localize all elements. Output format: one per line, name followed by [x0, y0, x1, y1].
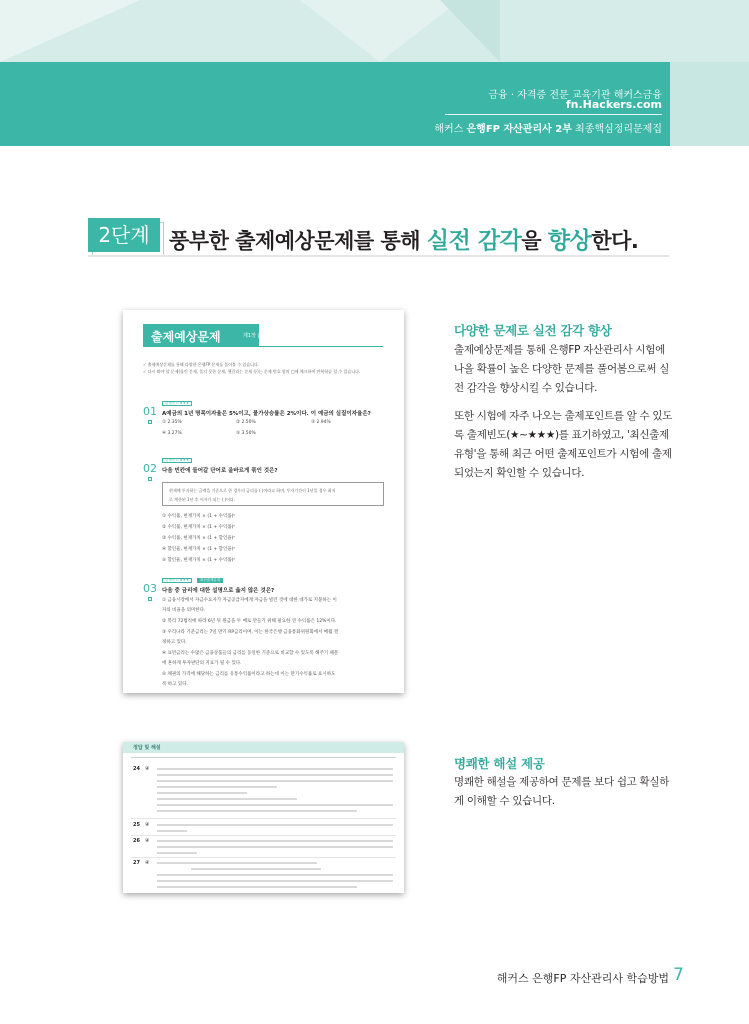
header-book-title: 해커스 은행FP 자산관리사 2부 최종핵심정리문제집 [434, 124, 662, 135]
section-body-explanation: 명쾌한 해설을 제공하여 문제를 보다 쉽고 확실하 게 이해할 수 있습니다. [454, 776, 670, 807]
stage-badge: 2단계 [88, 218, 160, 252]
option: ② 2.50% [236, 420, 256, 425]
section-body-practice-1: 출제예상문제를 통해 은행FP 자산관리사 시험에 나올 확률이 높은 다양한 문제를 풀어봄으로써 실 전 감각을 향상시킬 수 있습니다. [454, 344, 670, 394]
question-text: A예금의 1년 명목이자율은 5%이고, 물가상승률은 2%이다. 이 예금의 실질이자율은? [162, 411, 371, 417]
answer-explanation-preview: 정답 및 해설 24 ④ 25 ④ 26 ④ 27 ④ [123, 742, 404, 893]
review-checkbox[interactable] [148, 597, 152, 601]
title-underline [88, 255, 669, 257]
option: ③ 우리나라 기준금리는 7일 만기 RP금리이며, 이는 한국은행 금융통화위원회에서 매월 결 [162, 630, 339, 635]
option: 에 흔하게 투자판단의 지표가 될 수 있다. [162, 661, 242, 666]
option: 정하고 있다. [162, 640, 187, 645]
option: ① 2.35% [162, 420, 182, 425]
option: ④ 표면금리는 수많은 금융상품들의 금리를 동일한 기준으로 비교할 수 있도록 해주기 때문 [162, 651, 339, 656]
section-title-explanation: 명쾌한 해설 제공 [454, 756, 545, 771]
fill-in-box: 현재에 투자하는 금액을 기준으로 한 경우의 금리를 ( )이라고 하며, 투자기간이 1년일 경우 최저 로 계산된 1년 후 이자가 되는 ( )이다. [162, 482, 384, 506]
option: 자의 비율을 의미한다. [162, 608, 206, 613]
option: ⑤ 3.50% [236, 431, 256, 436]
option: ⑤ 채권의 가격에 해당하는 금리를 유통수익률이라고 하는데 이는 만기수익률로 표시하도 [162, 672, 336, 677]
frequency-badge: 출제빈도 ★★★ [162, 578, 192, 583]
option: ⑤ 할인율, 현재가치 × (1 + 수익률)ⁿ [162, 558, 236, 563]
header-band-edge [670, 62, 749, 146]
header-tagline: 금융 · 자격증 전문 교육기관 해커스금융 [488, 90, 662, 101]
header-decor [0, 0, 749, 62]
preview-note: ✓ 출제예상문제를 통해 다양한 은행FP 문제를 풀어볼 수 있습니다. [143, 362, 260, 367]
option: ② 수익률, 현재가치 × (1 + 수익률)ⁿ [162, 525, 236, 530]
question-number: 02 [143, 462, 157, 475]
frequency-badge: 출제빈도 ★★★ [162, 401, 192, 406]
option: ③ 2.94% [311, 420, 331, 425]
review-checkbox[interactable] [148, 420, 152, 424]
question-number: 01 [143, 405, 157, 418]
section-title-practice: 다양한 문제로 실전 감각 향상 [454, 323, 612, 338]
option: ① 금융시장에서 자금수요자가 자금공급자에게 자금을 빌린 것에 대한 대가로 지불하는 이 [162, 598, 337, 603]
section-body-practice-2: 또한 시험에 자주 나오는 출제포인트를 알 수 있도 록 출제빈도(★~★★★)를 표기하였고, '최신출제 유형'을 통해 최근 어떤 출제포인트가 시험에 출제 되었는지 확인할 수 있습니다. [454, 410, 673, 479]
footer-text: 해커스 은행FP 자산관리사 학습방법 [496, 972, 669, 985]
page-title: 풍부한 출제예상문제를 통해 실전 감각을 향상한다. [169, 228, 639, 254]
practice-questions-preview [123, 310, 404, 693]
header-divider [445, 114, 662, 115]
latest-type-badge: 최신출제유형 [197, 578, 223, 583]
question-text: 다음 중 금리에 대한 설명으로 옳지 않은 것은? [162, 588, 275, 594]
answer-header: 정답 및 해설 [123, 742, 404, 753]
option: ③ 수익률, 현재가치 × (1 + 할인율)ⁿ [162, 536, 236, 541]
question-number: 03 [143, 582, 157, 595]
question-text: 다음 빈칸에 들어갈 단어로 올바르게 묶인 것은? [162, 468, 278, 474]
review-checkbox[interactable] [148, 477, 152, 481]
preview-heading: 출제예상문제 제1장 | 제2부 [143, 324, 259, 346]
option: 록 하고 있다. [162, 682, 189, 687]
header-url[interactable]: fn.Hackers.com [565, 98, 662, 111]
option: ④ 할인율, 현재가치 × (1 + 할인율)ⁿ [162, 547, 236, 552]
page-number: 7 [673, 965, 684, 985]
preview-note: ✓ 다시 봐야 할 문제(틀린 문제, 풀지 못한 문제, 헷갈리는 문제 등)는 문제 번호 옆의 □에 체크하여 반복학습 할 수 있습니다. [143, 369, 361, 374]
option: ② 복리 72법칙에 따라 6년 뒤 원금을 두 배로 만들기 위해 필요한 연 수익률은 12%이다. [162, 619, 337, 624]
frequency-badge: 출제빈도 ★★★ [162, 458, 192, 463]
option: ④ 3.27% [162, 431, 182, 436]
option: ① 수익률, 현재가치 × (1 + 수익률)ⁿ [162, 514, 236, 519]
